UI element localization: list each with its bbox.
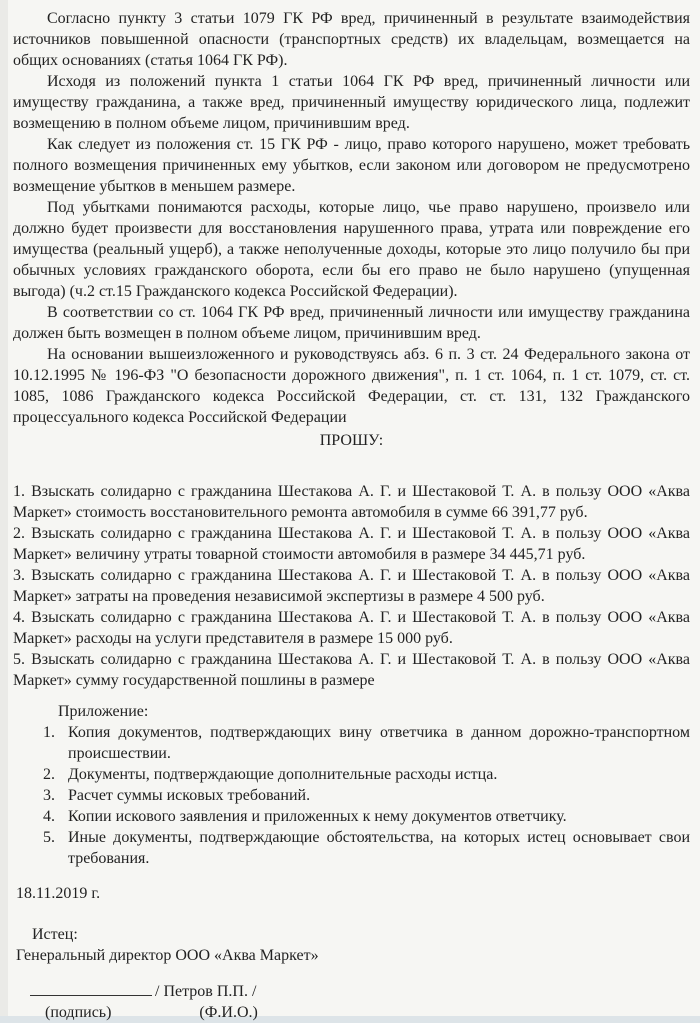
- claim-item-4: 4. Взыскать солидарно с гражданина Шестакова А. Г. и Шестаковой Т. А. в пользу ООО «Аква Маркет» расходы на услуги представителя в размере 15 000 руб.: [13, 609, 690, 647]
- appendix-item-text: Документы, подтверждающие дополнительные расходы истца.: [68, 766, 498, 783]
- appendix-item-text: Расчет суммы исковых требований.: [68, 787, 311, 804]
- appendix-item-number: 5.: [43, 829, 55, 846]
- appendix-item: [13, 806, 690, 827]
- claim-item-2: 2. Взыскать солидарно с гражданина Шестакова А. Г. и Шестаковой Т. А. в пользу ООО «Аква Маркет» величину утраты товарной стоимости автомобиля в размере 34 445,71 руб.: [13, 525, 690, 563]
- appendix-item-number: 3.: [43, 787, 55, 804]
- appendix-item-text: Иные документы, подтверждающие обстоятельства, на которых истец основывает свои требования.: [68, 829, 690, 867]
- scan-edge-left: [0, 0, 8, 1023]
- appendix-item-number: 4.: [43, 808, 55, 825]
- plaintiff-position: Генеральный директор ООО «Аква Маркет»: [16, 947, 319, 964]
- appendix-section: [13, 701, 690, 869]
- document-content: [13, 8, 690, 1023]
- document-date: 18.11.2019 г.: [16, 885, 101, 902]
- appendix-item-number: 1.: [43, 724, 55, 741]
- body-paragraph-1: Согласно пункту 3 статьи 1079 ГК РФ вред, причиненный в результате взаимодействия источников повышенной опасности (транспортных средств) их владельцам, возмещается на общих основаниях (статья 1064 ГК РФ).: [13, 10, 690, 69]
- body-paragraph-2: Исходя из положений пункта 1 статьи 1064 ГК РФ вред, причиненный личности или имуществу гражданина, а также вред, причиненный имуществу юридического лица, подлежит возмещению в полном объеме лицом, причинившим вред.: [13, 73, 690, 132]
- request-heading: ПРОШУ:: [319, 432, 384, 449]
- body-paragraph-5: В соответствии со ст. 1064 ГК РФ вред, причиненный личности или имуществу гражданина должен быть возмещен в полном объеме лицом, причинившим вред.: [13, 304, 690, 342]
- appendix-item: [13, 785, 690, 806]
- appendix-item: [13, 827, 690, 869]
- appendix-item-text: Копия документов, подтверждающих вину ответчика в данном дорожно-транспортном происшествии.: [68, 724, 690, 762]
- appendix-item: [13, 722, 690, 764]
- plaintiff-label: Истец:: [32, 926, 78, 943]
- claim-item-3: 3. Взыскать солидарно с гражданина Шестакова А. Г. и Шестаковой Т. А. в пользу ООО «Аква Маркет» затраты на проведения независимой экспертизы в размере 4 500 руб.: [13, 567, 690, 605]
- appendix-item-text: Копии искового заявления и приложенных к нему документов ответчику.: [68, 808, 567, 825]
- appendix-item: [13, 764, 690, 785]
- claim-item-5: 5. Взыскать солидарно с гражданина Шестакова А. Г. и Шестаковой Т. А. в пользу ООО «Аква Маркет» сумму государственной пошлины в размере: [13, 651, 690, 689]
- signature-caption: (подпись): [45, 1004, 112, 1021]
- appendix-title: Приложение:: [58, 703, 149, 720]
- body-paragraph-4: Под убытками понимаются расходы, которые лицо, чье право нарушено, произвело или должно будет произвести для восстановления нарушенного права, утрата или повреждение его имущества (реальный ущерб), а также неполученные доходы, которые это лицо получило бы при обычных условиях гражданского оборота, если бы его право не было нарушено (упущенная выгода) (ч.2 ст.15 Гражданского кодекса Российской Федерации).: [13, 199, 690, 300]
- fio-caption: (Ф.И.О.): [199, 1004, 258, 1021]
- signature-captions: [13, 1002, 690, 1023]
- appendix-item-number: 2.: [43, 766, 55, 783]
- signature-name: / Петров П.П. /: [155, 983, 257, 1000]
- body-paragraph-6: На основании вышеизложенного и руководствуясь абз. 6 п. 3 ст. 24 Федерального закона от 10.12.1995 № 196-ФЗ "О безопасности дорожного движения", п. 1 ст. 1064, п. 1 ст. 1079, ст. ст. 1085, 1086 Гражданского кодекса Российской Федерации, ст. ст. 131, 132 Гражданского процессуального кодекса Российской Федерации: [13, 346, 690, 426]
- signature-blank-line: [30, 978, 152, 996]
- claim-item-1: 1. Взыскать солидарно с гражданина Шестакова А. Г. и Шестаковой Т. А. в пользу ООО «Аква Маркет» стоимость восстановительного ремонта автомобиля в сумме 66 391,77 руб.: [13, 483, 690, 521]
- body-paragraph-3: Как следует из положения ст. 15 ГК РФ - лицо, право которого нарушено, может требовать полного возмещения причиненных ему убытков, если законом или договором не предусмотрено возмещение убытков в меньшем размере.: [13, 136, 690, 195]
- signature-row: [13, 978, 690, 1002]
